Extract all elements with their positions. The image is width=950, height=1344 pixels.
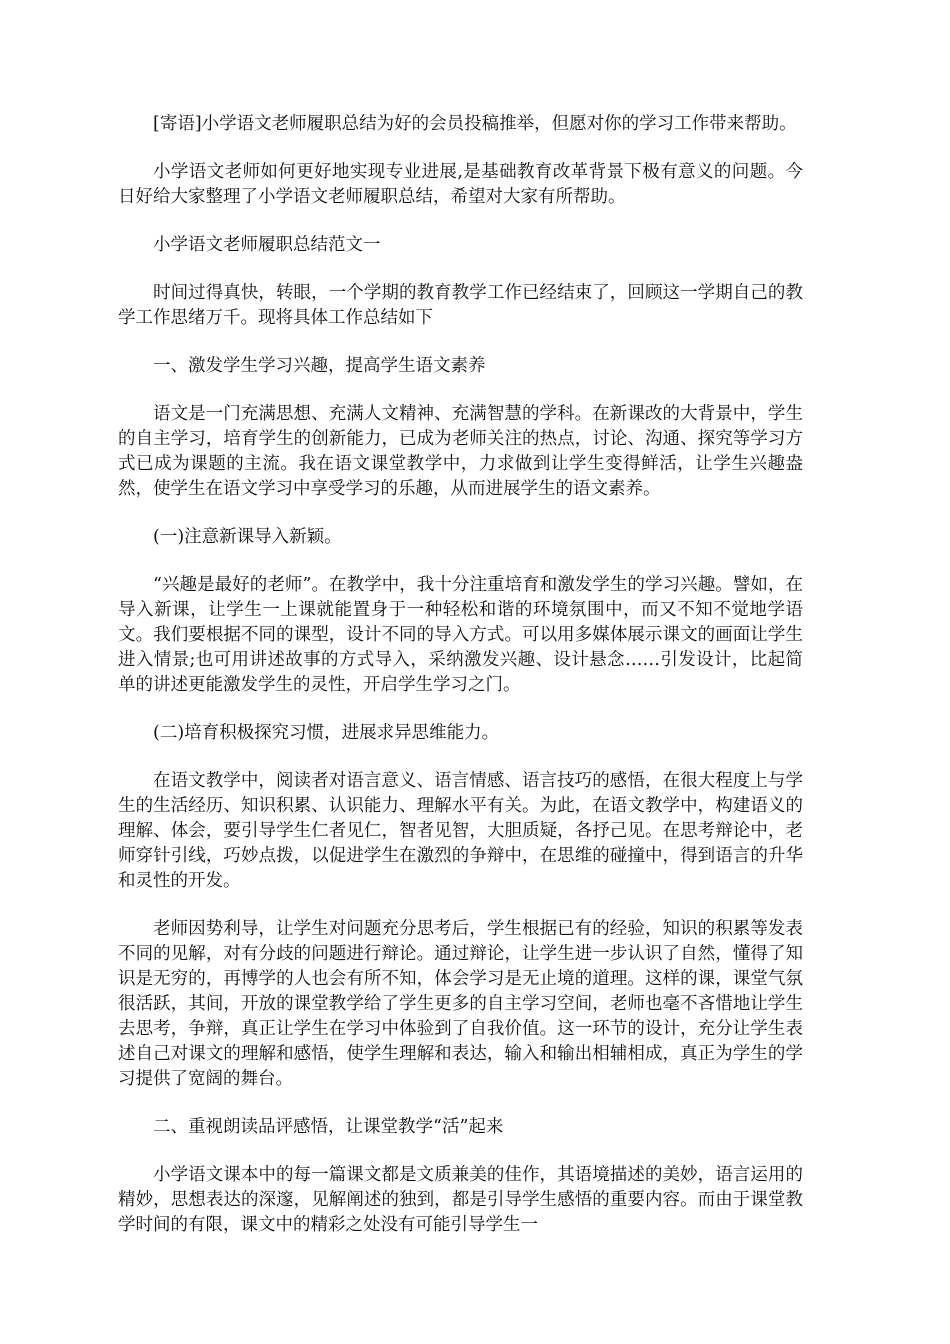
heading-one: 一、激发学生学习兴趣，提高学生语文素养 <box>153 356 486 376</box>
intro-note-paragraph: [寄语]小学语文老师履职总结为好的会员投稿推举，但愿对你的学习工作带来帮助。 <box>153 114 797 134</box>
body-paragraph: 小学语文课本中的每一篇课文都是文质兼美的佳作，其语境描述的美妙，语言运用的精妙，思想表达的深邃，见解阐述的独到，都是引导学生感悟的重要内容。而由于课堂教学时间的有限，课文中的精彩之处没有可能引导学生一 <box>118 1165 803 1235</box>
document-body <box>118 112 803 1261</box>
opening-paragraph: 时间过得真快，转眼，一个学期的教育教学工作已经结束了，回顾这一学期自己的教学工作思绪万千。现将具体工作总结如下 <box>118 283 803 328</box>
heading-two: 二、重视朗读品评感悟，让课堂教学“活”起来 <box>153 1117 504 1137</box>
section-title: 小学语文老师履职总结范文一 <box>153 235 381 255</box>
intro-paragraph: 小学语文老师如何更好地实现专业进展,是基础教育改革背景下极有意义的问题。今日好给大家整理了小学语文老师履职总结，希望对大家有所帮助。 <box>118 162 803 207</box>
body-paragraph: “兴趣是最好的老师”。在教学中，我十分注重培育和激发学生的学习兴趣。譬如，在导入新课，让学生一上课就能置身于一种轻松和谐的环境氛围中，而又不知不觉地学语文。我们要根据不同的课型，设计不同的导入方式。可以用多媒体展示课文的画面让学生进入情景;也可用讲述故事的方式导入，采纳激发兴趣、设计悬念……引发设计，比起简单的讲述更能激发学生的灵性，开启学生学习之门。 <box>118 575 803 695</box>
subheading-two: (二)培育积极探究习惯，进展求异思维能力。 <box>153 723 500 743</box>
subheading-one: (一)注意新课导入新颖。 <box>153 527 342 547</box>
body-paragraph: 在语文教学中，阅读者对语言意义、语言情感、语言技巧的感悟，在很大程度上与学生的生活经历、知识积累、认识能力、理解水平有关。为此，在语文教学中，构建语义的理解、体会，要引导学生仁者见仁，智者见智，大胆质疑，各抒己见。在思考辩论中，老师穿针引线，巧妙点拨，以促进学生在激烈的争辩中，在思维的碰撞中，得到语言的升华和灵性的开发。 <box>118 771 803 891</box>
body-paragraph: 语文是一门充满思想、充满人文精神、充满智慧的学科。在新课改的大背景中，学生的自主学习，培育学生的创新能力，已成为老师关注的热点，讨论、沟通、探究等学习方式已成为课题的主流。我在语文课堂教学中，力求做到让学生变得鲜活，让学生兴趣盎然，使学生在语文学习中享受学习的乐趣，从而进展学生的语文素养。 <box>118 404 803 499</box>
body-paragraph: 老师因势利导，让学生对问题充分思考后，学生根据已有的经验，知识的积累等发表不同的见解，对有分歧的问题进行辩论。通过辩论，让学生进一步认识了自然，懂得了知识是无穷的，再博学的人也会有所不知，体会学习是无止境的道理。这样的课，课堂气氛很活跃，其间，开放的课堂教学给了学生更多的自主学习空间，老师也毫不吝惜地让学生去思考，争辩，真正让学生在学习中体验到了自我价值。这一环节的设计，充分让学生表述自己对课文的理解和感悟，使学生理解和表达，输入和输出相辅相成，真正为学生的学习提供了宽阔的舞台。 <box>118 919 803 1089</box>
